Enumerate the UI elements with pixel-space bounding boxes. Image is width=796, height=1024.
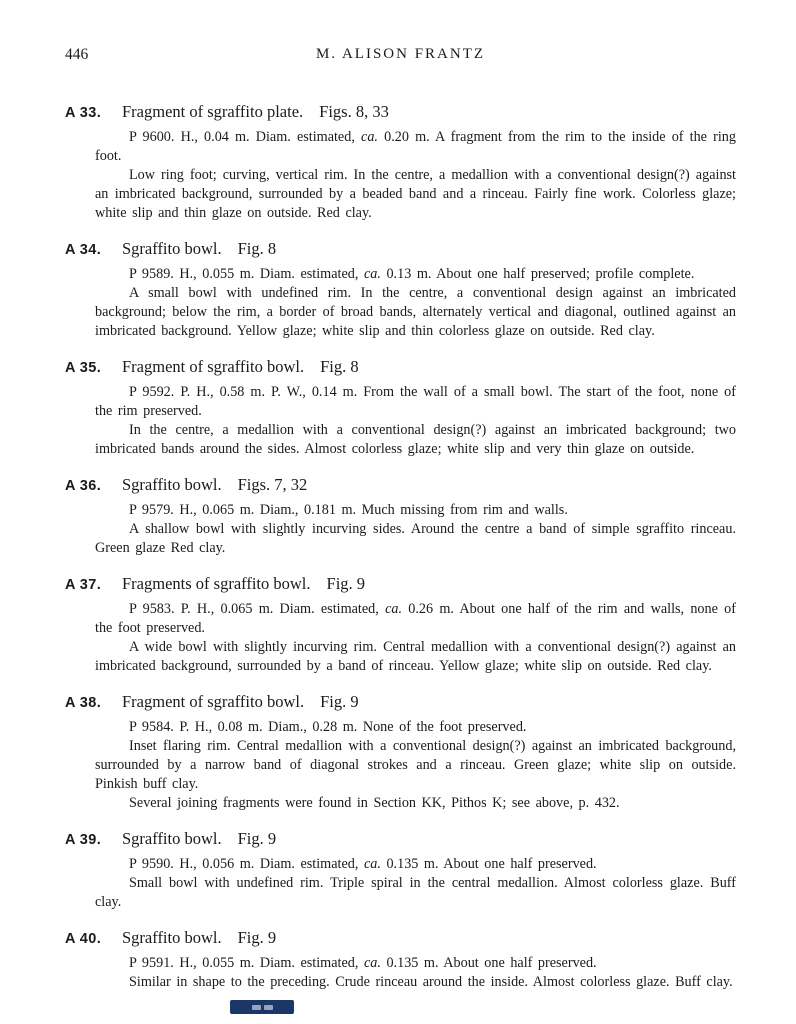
entry-title-text: Sgraffito bowl. <box>122 239 222 258</box>
text-run: 0.20 m. A fragment from the rim to the inside of the ring foot. <box>95 129 736 164</box>
entry-header <box>65 475 736 495</box>
text-run: P 9583. P. H., 0.065 m. Diam. estimated, <box>129 601 386 617</box>
entry-paragraph <box>95 383 736 421</box>
entry-title <box>122 574 365 594</box>
entry-title-text: Sgraffito bowl. <box>122 475 222 494</box>
text-run: 0.13 m. About one half preserved; profile complete. <box>380 266 695 282</box>
entry-header <box>65 829 736 849</box>
italic-run: ca. <box>361 129 378 145</box>
catalog-entry <box>65 475 736 558</box>
entry-number: A 39. <box>65 832 102 848</box>
entry-body <box>95 954 736 992</box>
entry-title-text: Fragment of sgraffito plate. <box>122 102 304 121</box>
text-run: P 9590. H., 0.056 m. Diam. estimated, <box>129 856 364 872</box>
entry-paragraph <box>95 954 736 973</box>
text-run: Several joining fragments were found in Section KK, Pithos K; see above, p. 432. <box>129 795 620 811</box>
entry-number: A 37. <box>65 577 102 593</box>
text-run: A shallow bowl with slightly incurving sides. Around the centre a band of simple sgraffito rinceau. Green glaze Red clay. <box>95 521 736 556</box>
entry-body <box>95 855 736 912</box>
entry-number: A 38. <box>65 695 102 711</box>
entry-paragraph <box>95 520 736 558</box>
entry-figure-ref: Figs. 8, 33 <box>319 102 389 121</box>
entry-figure-ref: Figs. 7, 32 <box>237 475 308 494</box>
entry-title <box>122 102 389 122</box>
entry-figure-ref: Fig. 8 <box>237 239 277 258</box>
entry-header <box>65 239 736 259</box>
entry-title <box>122 928 276 948</box>
entry-paragraph <box>95 128 736 166</box>
catalog-entry <box>65 692 736 813</box>
entry-paragraph <box>95 737 736 794</box>
entry-number: A 35. <box>65 360 102 376</box>
entry-title <box>122 357 359 377</box>
entry-figure-ref: Fig. 9 <box>237 829 277 848</box>
entry-body <box>95 128 736 223</box>
catalog-entry <box>65 928 736 992</box>
entry-title <box>122 239 276 259</box>
text-run: P 9591. H., 0.055 m. Diam. estimated, <box>129 955 364 971</box>
entry-paragraph <box>95 501 736 520</box>
entry-body <box>95 383 736 459</box>
catalog-entry <box>65 239 736 341</box>
catalog-entry <box>65 574 736 676</box>
entry-paragraph <box>95 600 736 638</box>
catalog-entry <box>65 102 736 223</box>
italic-run: ca. <box>363 856 381 872</box>
text-run: P 9589. H., 0.055 m. Diam. estimated, <box>129 266 364 282</box>
entry-title-text: Sgraffito bowl. <box>122 829 222 848</box>
entry-body <box>95 265 736 341</box>
entry-paragraph <box>95 718 736 737</box>
text-run: P 9584. P. H., 0.08 m. Diam., 0.28 m. None of the foot preserved. <box>129 719 527 735</box>
catalog-entry <box>65 829 736 912</box>
entry-header <box>65 574 736 594</box>
entry-paragraph <box>95 421 736 459</box>
entry-header <box>65 928 736 948</box>
watermark-mark-icon <box>252 1005 261 1010</box>
entry-body <box>95 718 736 813</box>
entry-figure-ref: Fig. 9 <box>326 574 366 593</box>
entry-title <box>122 829 276 849</box>
entry-paragraph <box>95 855 736 874</box>
entry-header <box>65 692 736 712</box>
text-run: Low ring foot; curving, vertical rim. In the centre, a medallion with a conventional design(?) against an imbricated background, surrounded by a beaded band and a rinceau. Fairly fine work. Colorless glaze; white slip and thin glaze on outside. Red clay. <box>95 167 736 221</box>
entry-title <box>122 692 359 712</box>
text-run: P 9592. P. H., 0.58 m. P. W., 0.14 m. From the wall of a small bowl. The start of the foot, none of the rim preserved. <box>95 384 736 419</box>
catalog-entry <box>65 357 736 459</box>
entry-title-text: Sgraffito bowl. <box>122 928 222 947</box>
text-run: 0.135 m. About one half preserved. <box>380 955 597 971</box>
text-run: A wide bowl with slightly incurving rim. Central medallion with a conventional design(?) against an imbricated background, surrounded by a band of rinceau. Yellow glaze; white slip on outside. Red clay. <box>95 639 736 674</box>
entry-title-text: Fragments of sgraffito bowl. <box>122 574 311 593</box>
entry-header <box>65 357 736 377</box>
entry-title-text: Fragment of sgraffito bowl. <box>122 357 305 376</box>
italic-run: ca. <box>363 266 381 282</box>
italic-run: ca. <box>385 601 403 617</box>
entry-figure-ref: Fig. 9 <box>237 928 277 947</box>
page-number: 446 <box>65 46 89 63</box>
entry-body <box>95 501 736 558</box>
text-run: In the centre, a medallion with a conventional design(?) against an imbricated background; two imbricated bands around the sides. Almost colorless glaze; white slip and very thin glaze on outside. <box>95 422 736 457</box>
text-run: 0.135 m. About one half preserved. <box>380 856 597 872</box>
entry-paragraph <box>95 166 736 223</box>
entry-header <box>65 102 736 122</box>
entry-paragraph <box>95 638 736 676</box>
entry-figure-ref: Fig. 9 <box>320 692 359 711</box>
entry-paragraph <box>95 874 736 912</box>
entry-number: A 33. <box>65 105 102 121</box>
text-run: P 9579. H., 0.065 m. Diam., 0.181 m. Much missing from rim and walls. <box>129 502 568 518</box>
entry-paragraph <box>95 284 736 341</box>
text-run: 0.26 m. About one half of the rim and walls, none of the foot preserved. <box>95 601 736 636</box>
entry-title-text: Fragment of sgraffito bowl. <box>122 692 305 711</box>
masthead <box>65 46 736 68</box>
entry-number: A 40. <box>65 931 102 947</box>
text-run: Inset flaring rim. Central medallion with a conventional design(?) against an imbricated background, surrounded by a narrow band of diagonal strokes and a rinceau. Green glaze; white slip on outside. Pinkish buff clay. <box>95 738 736 792</box>
entry-number: A 34. <box>65 242 102 258</box>
entry-paragraph <box>95 794 736 813</box>
entry-figure-ref: Fig. 8 <box>320 357 359 376</box>
entry-list <box>65 102 736 992</box>
italic-run: ca. <box>363 955 381 971</box>
text-run: Small bowl with undefined rim. Triple spiral in the central medallion. Almost colorless glaze. Buff clay. <box>95 875 736 910</box>
scan-watermark <box>230 1000 294 1014</box>
text-run: P 9600. H., 0.04 m. Diam. estimated, <box>129 129 362 145</box>
entry-title <box>122 475 307 495</box>
entry-paragraph <box>95 973 736 992</box>
text-run: A small bowl with undefined rim. In the centre, a conventional design against an imbricated background; below the rim, a border of broad bands, alternately vertical and diagonal, outlined against an imbricated background. Yellow glaze; white slip and thin colorless glaze on outside. Red clay. <box>95 285 736 339</box>
text-run: Similar in shape to the preceding. Crude rinceau around the inside. Almost colorless glaze. Buff clay. <box>129 974 733 990</box>
entry-body <box>95 600 736 676</box>
running-head: M. ALISON FRANTZ <box>315 46 486 62</box>
watermark-mark-icon <box>264 1005 273 1010</box>
entry-paragraph <box>95 265 736 284</box>
entry-number: A 36. <box>65 478 102 494</box>
